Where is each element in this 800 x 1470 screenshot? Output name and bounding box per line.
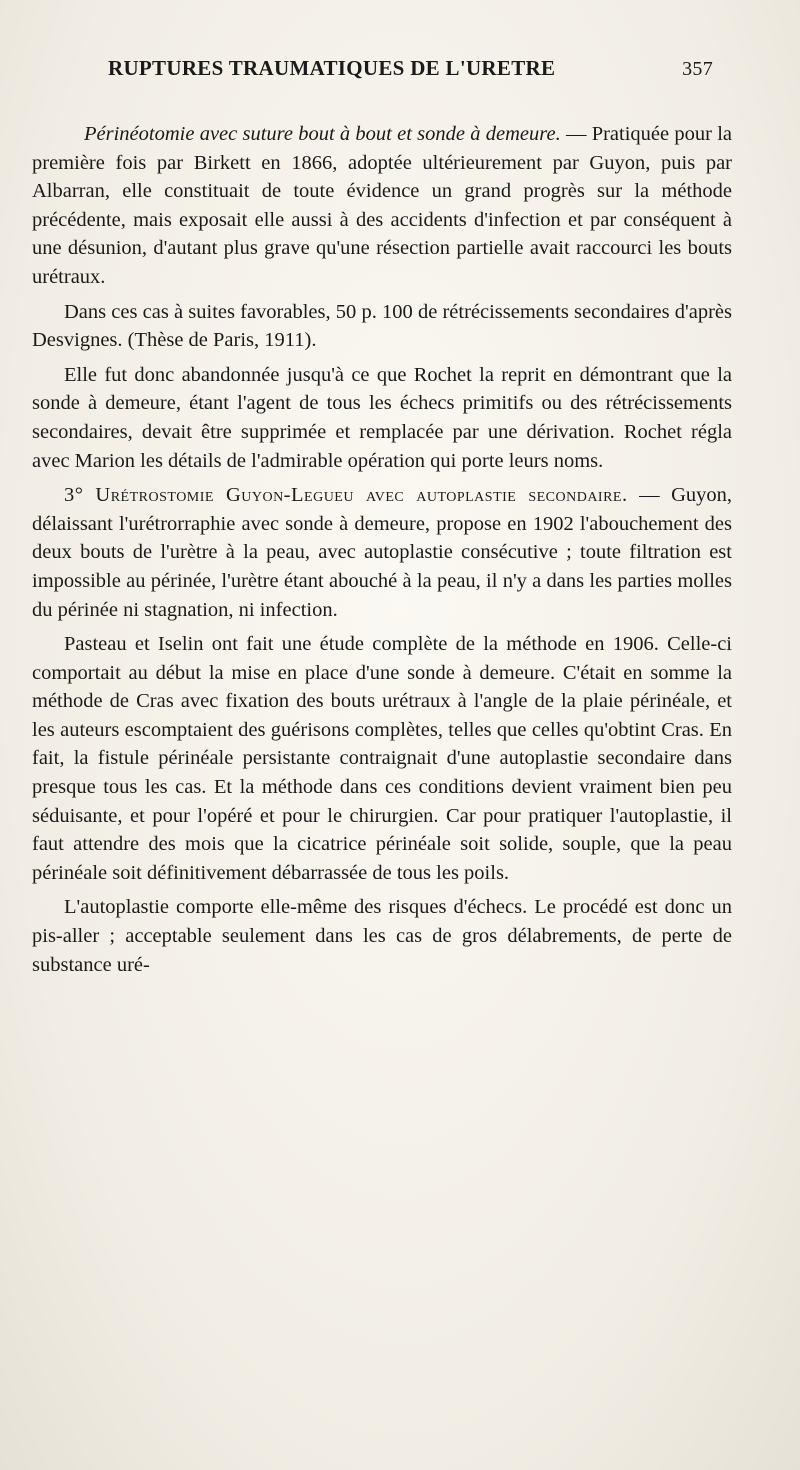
running-header — [108, 56, 713, 81]
paragraph: Dans ces cas à suites favorables, 50 p. 100 de rétrécissements secondaires d'après Desvignes. (Thèse de Paris, 1911). — [32, 300, 732, 352]
section-heading-perineotomie: Périnéotomie avec suture bout à bout et sonde à demeure. — [84, 123, 561, 145]
paragraph: Elle fut donc abandonnée jusqu'à ce que Rochet la reprit en démontrant que la sonde à demeure, étant l'agent de tous les échecs primitifs ou des rétrécissements secondaires, devait être supprimée et remplacée par une dérivation. Rochet régla avec Marion les détails de l'admirable opération qui porte leurs noms. — [32, 363, 732, 472]
paragraph-text: — Pratiquée pour la première fois par Birkett en 1866, adoptée ultérieurement par Guyon, puis par Albarran, elle constituait de toute évidence un grand progrès sur la méthode précédente, mais exposait elle aussi à des accidents d'infection et par conséquent à une désunion, d'autant plus grave qu'une résection partielle avait raccourci les bouts urétraux. — [32, 123, 732, 288]
paragraph-text: — Guyon, délaissant l'urétrorraphie avec sonde à demeure, propose en 1902 l'abouchement des deux bouts de l'urètre à la peau, avec autoplastie consécutive ; toute filtration est impossible au périnée, l'urètre étant abouché à la peau, il n'y a dans les parties molles du périnée ni stagnation, ni infection. — [32, 484, 732, 621]
paragraph: L'autoplastie comporte elle-même des risques d'échecs. Le procédé est donc un pis-aller ; acceptable seulement dans les cas de gros délabrements, de perte de substance uré- — [32, 896, 732, 976]
section-heading-uretrostomie: 3° Urétrostomie Guyon-Legueu avec autoplastie secondaire. — [64, 484, 628, 507]
header-title: RUPTURES TRAUMATIQUES DE L'URETRE — [108, 56, 556, 80]
paragraph — [32, 120, 732, 292]
paragraph — [32, 481, 732, 624]
paragraph: Pasteau et Iselin ont fait une étude complète de la méthode en 1906. Celle-ci comportait au début la mise en place d'une sonde à demeure. C'était en somme la méthode de Cras avec fixation des bouts urétraux à l'angle de la plaie périnéale, et les auteurs escomptaient des guérisons complètes, telles que celles qu'obtint Cras. En fait, la fistule périnéale persistante contraignait d'une autoplastie secondaire dans presque tous les cas. Et la méthode dans ces conditions devient vraiment bien peu séduisante, et pour l'opéré et pour le chirurgien. Car pour pratiquer l'autoplastie, il faut attendre des mois que la cicatrice périnéale soit solide, souple, que la peau périnéale soit définitivement débarrassée de tous les poils. — [32, 633, 732, 884]
body-text — [32, 120, 732, 985]
page-number: 357 — [682, 58, 713, 80]
